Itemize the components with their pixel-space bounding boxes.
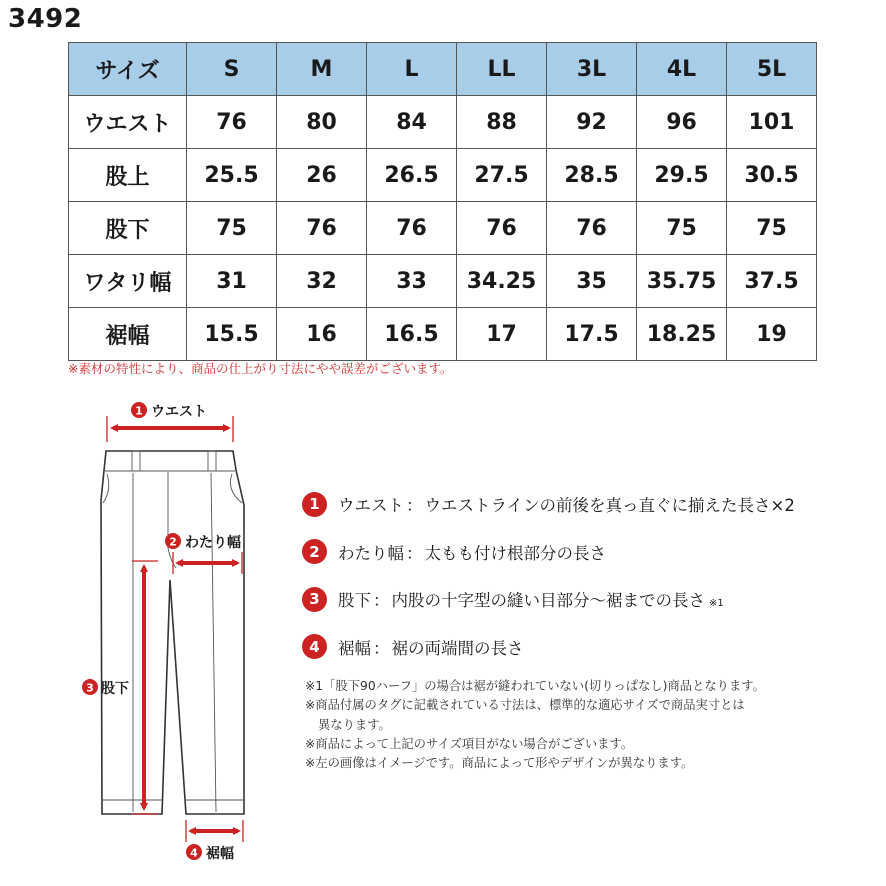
inseam-label-number: 3	[86, 681, 94, 695]
header-size-s: S	[187, 43, 277, 96]
header-size-m: M	[277, 43, 367, 96]
footnotes	[305, 677, 835, 773]
row-label: ウエスト	[69, 96, 187, 149]
table-cell: 15.5	[187, 308, 277, 361]
table-cell: 75	[727, 202, 817, 255]
row-label: 股上	[69, 149, 187, 202]
table-cell: 18.25	[637, 308, 727, 361]
table-row-inseam	[69, 202, 817, 255]
table-cell: 96	[637, 96, 727, 149]
table-cell: 29.5	[637, 149, 727, 202]
table-cell: 37.5	[727, 255, 817, 308]
table-cell: 34.25	[457, 255, 547, 308]
table-row-waist	[69, 96, 817, 149]
legend-term: わたり幅	[338, 543, 404, 563]
table-cell: 33	[367, 255, 457, 308]
table-cell: 35	[547, 255, 637, 308]
legend-term: 股下	[338, 591, 371, 610]
table-cell: 26	[277, 149, 367, 202]
table-cell: 25.5	[187, 149, 277, 202]
hem-label-number: 4	[190, 846, 198, 860]
measurement-legend	[302, 492, 862, 682]
legend-separator: ：	[373, 638, 390, 658]
table-row-thigh	[69, 255, 817, 308]
table-row-rise	[69, 149, 817, 202]
inseam-label-text: 股下	[101, 681, 129, 697]
table-cell: 27.5	[457, 149, 547, 202]
row-label: 裾幅	[69, 308, 187, 361]
table-cell: 35.75	[637, 255, 727, 308]
table-cell: 76	[367, 202, 457, 255]
legend-description: ウエストラインの前後を真っ直ぐに揃えた長さ×2	[424, 496, 795, 515]
table-cell: 32	[277, 255, 367, 308]
thigh-label-number: 2	[169, 535, 177, 549]
table-cell: 17	[457, 308, 547, 361]
legend-item-inseam	[302, 587, 862, 611]
legend-item-waist	[302, 492, 862, 516]
legend-item-hem	[302, 635, 862, 659]
table-cell: 76	[187, 96, 277, 149]
legend-badge: 4	[302, 634, 327, 659]
legend-separator: ：	[406, 543, 423, 563]
pants-diagram	[0, 390, 300, 870]
header-size-label: サイズ	[69, 43, 187, 96]
table-cell: 16	[277, 308, 367, 361]
footnote: ※左の画像はイメージです。商品によって形やデザインが異なります。	[305, 756, 694, 771]
legend-separator: ：	[373, 591, 390, 610]
row-label: ワタリ幅	[69, 255, 187, 308]
footnote: ※商品付属のタグに記載されている寸法は、標準的な適応サイズで商品実寸とは	[305, 698, 745, 713]
diagram-label-thigh	[165, 533, 241, 551]
table-row-hem	[69, 308, 817, 361]
table-cell: 26.5	[367, 149, 457, 202]
legend-description: 太もも付け根部分の長さ	[424, 543, 606, 563]
waist-label-number: 1	[135, 404, 143, 418]
legend-description: 内股の十字型の縫い目部分～裾までの長さ	[391, 591, 705, 610]
legend-separator: ：	[406, 496, 423, 515]
diagram-label-inseam	[82, 679, 129, 697]
table-cell: 92	[547, 96, 637, 149]
legend-badge: 1	[302, 492, 327, 517]
header-size-l: L	[367, 43, 457, 96]
table-cell: 30.5	[727, 149, 817, 202]
table-cell: 88	[457, 96, 547, 149]
pants-outline	[101, 451, 244, 814]
diagram-label-hem	[186, 844, 234, 862]
table-cell: 76	[547, 202, 637, 255]
header-size-ll: LL	[457, 43, 547, 96]
legend-footnote-mark: ※1	[709, 598, 724, 609]
table-cell: 28.5	[547, 149, 637, 202]
table-cell: 75	[637, 202, 727, 255]
legend-item-thigh	[302, 540, 862, 564]
footnote: ※1「股下90ハーフ」の場合は裾が縫われていない(切りっぱなし)商品となります。	[305, 679, 765, 693]
legend-term: 裾幅	[338, 638, 371, 658]
table-cell: 101	[727, 96, 817, 149]
legend-term: ウエスト	[338, 496, 404, 515]
thigh-label-text: わたり幅	[185, 535, 241, 551]
legend-description: 裾の両端間の長さ	[391, 638, 524, 658]
footnote: 異なります。	[318, 717, 391, 732]
size-table	[68, 42, 817, 361]
model-number: 3492	[8, 4, 83, 34]
table-header-row	[69, 43, 817, 96]
table-cell: 19	[727, 308, 817, 361]
footnote: ※商品によって上記のサイズ項目がない場合がございます。	[305, 736, 634, 751]
table-cell: 80	[277, 96, 367, 149]
table-cell: 84	[367, 96, 457, 149]
header-size-5l: 5L	[727, 43, 817, 96]
legend-badge: 3	[302, 587, 327, 612]
diagram-label-waist	[131, 402, 207, 420]
measurement-note: ※素材の特性により、商品の仕上がり寸法にやや誤差がございます。	[68, 361, 453, 376]
legend-badge: 2	[302, 539, 327, 564]
header-size-3l: 3L	[547, 43, 637, 96]
table-cell: 17.5	[547, 308, 637, 361]
table-cell: 75	[187, 202, 277, 255]
table-cell: 76	[277, 202, 367, 255]
table-cell: 76	[457, 202, 547, 255]
hem-label-text: 裾幅	[206, 846, 234, 862]
table-cell: 31	[187, 255, 277, 308]
waist-label-text: ウエスト	[151, 404, 207, 420]
table-cell: 16.5	[367, 308, 457, 361]
header-size-4l: 4L	[637, 43, 727, 96]
row-label: 股下	[69, 202, 187, 255]
